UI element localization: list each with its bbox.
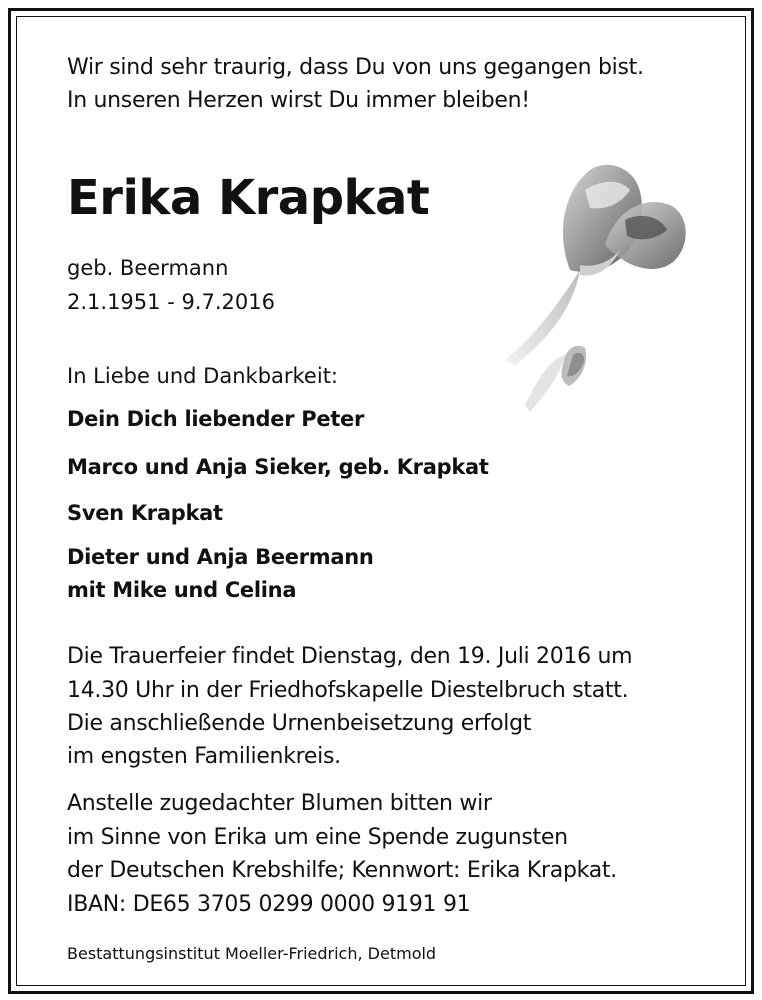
ceremony-line: im engsten Familienkreis. xyxy=(67,744,341,769)
intro-line-2: In unseren Herzen wirst Du immer bleiben! xyxy=(67,88,530,113)
mourner-name: mit Mike und Celina xyxy=(67,578,297,602)
donation-iban: IBAN: DE65 3705 0299 0000 9191 91 xyxy=(67,892,471,917)
donation-line: im Sinne von Erika um eine Spende zugunsten xyxy=(67,825,568,850)
mourner-name: Marco und Anja Sieker, geb. Krapkat xyxy=(67,455,489,479)
donation-line: der Deutschen Krebshilfe; Kennwort: Erika Krapkat. xyxy=(67,858,617,883)
ceremony-line: Die Trauerfeier findet Dienstag, den 19. Juli 2016 um xyxy=(67,644,633,669)
intro-line-1: Wir sind sehr traurig, dass Du von uns gegangen bist. xyxy=(67,55,644,80)
funeral-home: Bestattungsinstitut Moeller-Friedrich, Detmold xyxy=(67,944,437,963)
mourner-name: Sven Krapkat xyxy=(67,501,223,525)
birth-name: geb. Beermann xyxy=(67,256,229,280)
ceremony-line: 14.30 Uhr in der Friedhofskapelle Diestelbruch statt. xyxy=(67,678,629,703)
deceased-name: Erika Krapkat xyxy=(67,170,430,226)
ceremony-line: Die anschließende Urnenbeisetzung erfolgt xyxy=(67,711,532,736)
mourner-name: Dein Dich liebender Peter xyxy=(67,407,365,431)
life-dates: 2.1.1951 - 9.7.2016 xyxy=(67,290,275,314)
donation-line: Anstelle zugedachter Blumen bitten wir xyxy=(67,791,492,816)
flower-icon xyxy=(485,150,700,430)
mourner-name: Dieter und Anja Beermann xyxy=(67,545,374,569)
mourners-heading: In Liebe und Dankbarkeit: xyxy=(67,364,339,388)
